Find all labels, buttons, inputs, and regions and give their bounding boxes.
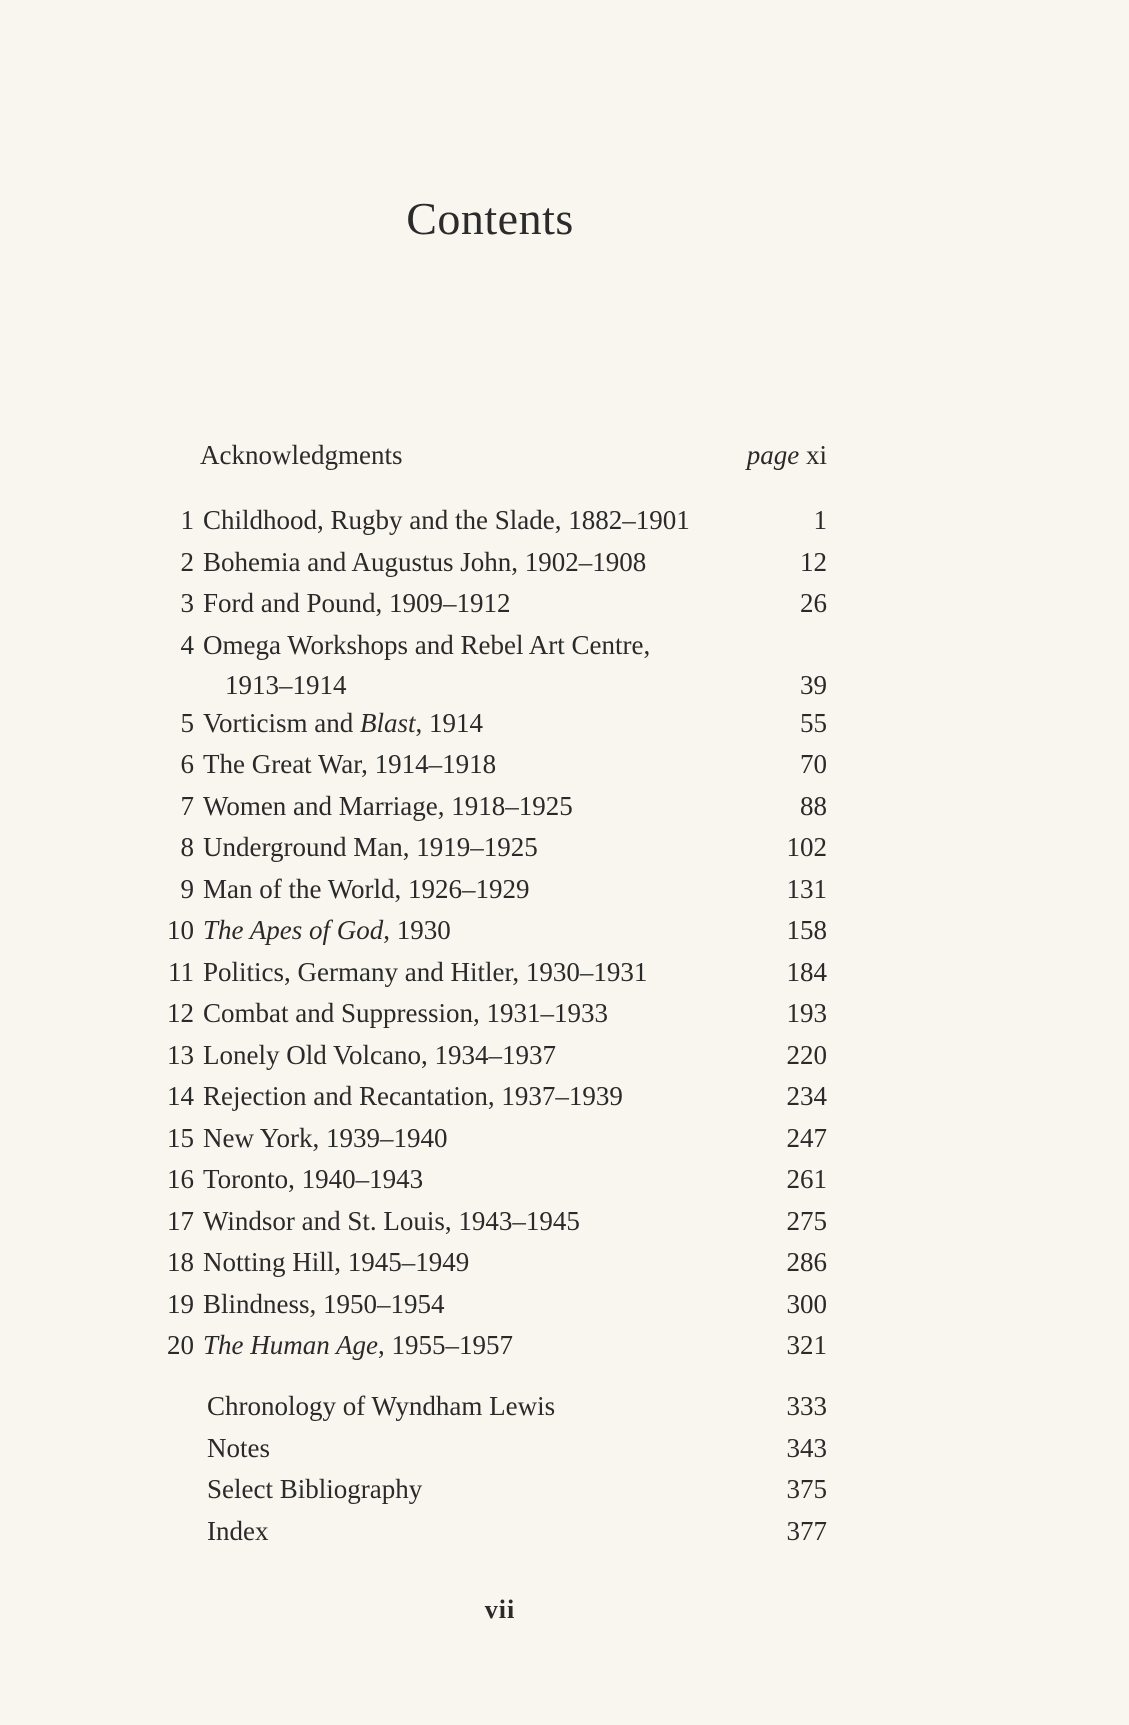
- chapter-title-text: , 1930: [383, 915, 451, 945]
- toc-back-matter-row: [0, 1386, 1129, 1426]
- toc-back-matter-row: [0, 1511, 1129, 1551]
- chapter-title-text: Blindness, 1950–1954: [203, 1288, 445, 1319]
- chapter-title-text: Underground Man, 1919–1925: [203, 832, 538, 862]
- chapter-page-number: 12: [800, 546, 827, 577]
- chapter-title-text: New York, 1939–1940: [203, 1122, 448, 1153]
- chapter-title-text: Toronto, 1940–1943: [203, 1164, 424, 1194]
- toc-front-matter-row: [200, 440, 827, 480]
- chapter-number: 13: [167, 1039, 194, 1070]
- chapter-title: [203, 1284, 445, 1324]
- chapter-number: 4: [180, 629, 194, 660]
- chapter-number: 19: [167, 1288, 194, 1319]
- chapter-title-text: Bohemia and Augustus John, 1902–1908: [203, 546, 647, 577]
- toc-chapter-row: [0, 910, 1129, 950]
- chapter-page-number: 158: [786, 915, 827, 945]
- chapter-title-text: The Great War, 1914–1918: [203, 749, 497, 779]
- chapter-title-text: Vorticism and: [203, 707, 360, 738]
- page-title: Contents: [406, 193, 574, 244]
- chapter-page-number: 234: [786, 1081, 827, 1111]
- toc-chapter-row: [0, 703, 1129, 743]
- acknowledgments-page: [747, 440, 827, 471]
- toc-chapter-row: [0, 952, 1129, 992]
- chapter-page-number: 39: [800, 669, 827, 700]
- chapter-title: [203, 542, 646, 582]
- chapter-title-continuation: 1913–1914: [225, 669, 347, 700]
- chapter-number: 17: [167, 1205, 194, 1236]
- chapter-page-number: 55: [800, 707, 827, 738]
- chapter-title: [203, 1118, 448, 1158]
- chapter-page-number: 102: [786, 832, 827, 862]
- toc-chapter-row: [0, 1284, 1129, 1324]
- back-matter-title: Select Bibliography: [207, 1474, 423, 1504]
- back-matter-page-number: 377: [786, 1515, 827, 1546]
- back-matter-page-number: 375: [786, 1474, 827, 1504]
- acknowledgments-page-number: xi: [805, 440, 827, 470]
- chapter-title: [203, 744, 496, 784]
- chapter-page-number: 275: [786, 1205, 827, 1236]
- chapter-page-number: 1: [813, 505, 827, 535]
- chapter-title: [203, 1242, 469, 1282]
- toc-chapter-row: [0, 583, 1129, 623]
- chapter-page-number: 184: [786, 956, 827, 987]
- chapter-number: 11: [168, 956, 194, 987]
- chapter-number: 5: [180, 707, 194, 738]
- toc-chapter-row: [0, 1201, 1129, 1241]
- chapter-number: 15: [167, 1122, 194, 1153]
- chapter-page-number: 300: [786, 1288, 827, 1319]
- chapter-title-italic: The Apes of God: [203, 915, 384, 945]
- chapter-number: 7: [180, 790, 194, 821]
- back-matter-title: Index: [207, 1515, 269, 1546]
- back-matter-page-number: 333: [786, 1391, 827, 1421]
- chapter-page-number: 193: [786, 998, 827, 1028]
- chapter-title-text: Man of the World, 1926–1929: [203, 873, 530, 904]
- chapter-title-text: , 1914: [415, 707, 484, 738]
- toc-chapter-row: [0, 786, 1129, 826]
- chapter-title: [203, 869, 530, 909]
- chapter-title: [203, 827, 538, 867]
- back-matter-title: Chronology of Wyndham Lewis: [207, 1391, 556, 1421]
- chapter-number: 9: [180, 873, 194, 904]
- chapter-number: 3: [180, 588, 194, 618]
- chapter-number: 8: [180, 832, 194, 862]
- chapter-number: 18: [167, 1247, 194, 1277]
- chapter-title: [203, 910, 451, 950]
- chapter-title-italic: The Human Age: [203, 1330, 378, 1360]
- chapter-title-text: Windsor and St. Louis, 1943–1945: [203, 1205, 580, 1236]
- chapter-title-text: Lonely Old Volcano, 1934–1937: [203, 1039, 556, 1070]
- toc-chapter-row: [0, 542, 1129, 582]
- chapter-title: [203, 1076, 623, 1116]
- chapter-title: [203, 993, 608, 1033]
- toc-chapter-row: [0, 827, 1129, 867]
- toc-chapter-row: [0, 1035, 1129, 1075]
- toc-chapter-row: [0, 993, 1129, 1033]
- toc-chapter-row: [0, 744, 1129, 784]
- chapter-page-number: 321: [786, 1330, 827, 1360]
- toc-back-matter-row: [0, 1428, 1129, 1468]
- toc-chapter-row: [0, 1159, 1129, 1199]
- toc-chapter-row: [0, 1118, 1129, 1158]
- chapter-title-text: Ford and Pound, 1909–1912: [203, 588, 511, 618]
- toc-chapter-row: [0, 625, 1129, 700]
- toc-chapter-row: [0, 1325, 1129, 1365]
- chapter-title: [203, 583, 511, 623]
- page-folio: vii: [484, 1595, 516, 1624]
- chapter-title-text: , 1955–1957: [378, 1330, 513, 1360]
- chapter-title: [203, 703, 483, 743]
- toc-chapter-row: [0, 500, 1129, 540]
- chapter-title: [203, 1035, 556, 1075]
- chapter-title-text: Notting Hill, 1945–1949: [203, 1247, 470, 1277]
- chapter-number: 16: [167, 1164, 194, 1194]
- chapter-title: [203, 500, 690, 540]
- chapter-title-text: Politics, Germany and Hitler, 1930–1931: [203, 956, 648, 987]
- acknowledgments-label: Acknowledgments: [200, 440, 403, 470]
- chapter-title: [203, 952, 647, 992]
- chapter-title: [203, 1159, 423, 1199]
- toc-back-matter-row: [0, 1469, 1129, 1509]
- back-matter-title: Notes: [207, 1432, 270, 1463]
- chapter-number: 6: [180, 749, 194, 779]
- chapter-number: 10: [167, 915, 194, 945]
- chapter-page-number: 220: [786, 1039, 827, 1070]
- chapter-title-text: Rejection and Recantation, 1937–1939: [203, 1081, 623, 1111]
- back-matter-page-number: 343: [786, 1432, 827, 1463]
- chapter-title-italic: Blast: [360, 707, 416, 738]
- chapter-page-number: 70: [800, 749, 827, 779]
- chapter-page-number: 26: [800, 588, 827, 618]
- chapter-number: 20: [167, 1330, 194, 1360]
- toc-chapter-row: [0, 1076, 1129, 1116]
- toc-chapter-row: [0, 1242, 1129, 1282]
- chapter-page-number: 286: [786, 1247, 827, 1277]
- chapter-title: [203, 625, 650, 705]
- chapter-page-number: 247: [786, 1122, 827, 1153]
- chapter-title: [203, 1201, 580, 1241]
- chapter-title-text: Childhood, Rugby and the Slade, 1882–1901: [203, 505, 690, 535]
- chapter-title: [203, 786, 573, 826]
- chapter-page-number: 261: [786, 1164, 827, 1194]
- toc-chapter-row: [0, 869, 1129, 909]
- page-word: page: [746, 440, 800, 470]
- chapter-page-number: 88: [800, 790, 827, 821]
- chapter-number: 12: [167, 998, 194, 1028]
- chapter-title-text: Combat and Suppression, 1931–1933: [203, 998, 608, 1028]
- chapter-number: 14: [167, 1081, 194, 1111]
- chapter-title-text: Women and Marriage, 1918–1925: [203, 790, 573, 821]
- chapter-title: [203, 1325, 513, 1365]
- chapter-number: 2: [180, 546, 194, 577]
- chapter-title-text: Omega Workshops and Rebel Art Centre,: [203, 629, 651, 660]
- chapter-page-number: 131: [786, 873, 827, 904]
- chapter-number: 1: [180, 505, 194, 535]
